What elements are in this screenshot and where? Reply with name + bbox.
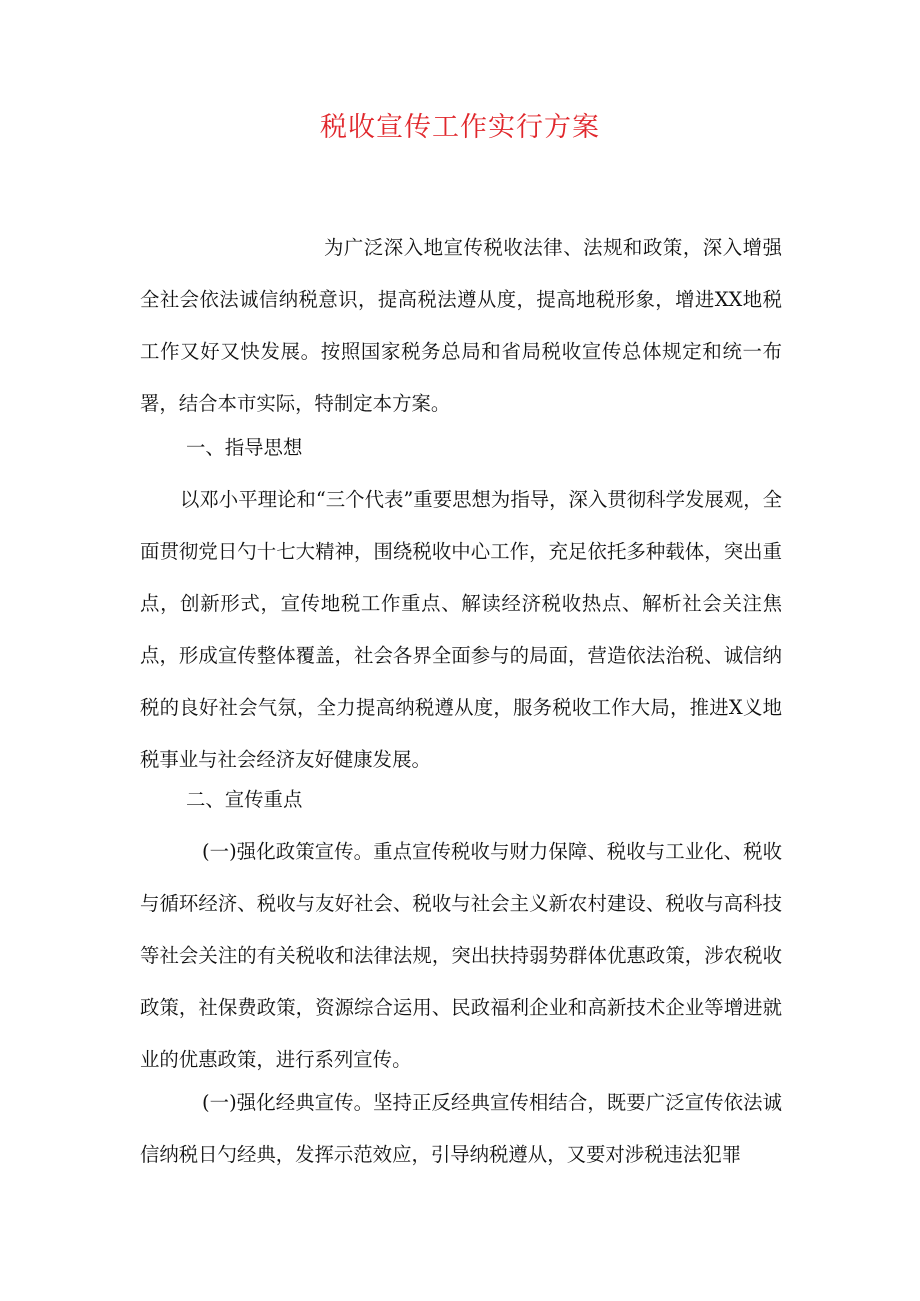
policy-publicity-paragraph: (一)强化政策宣传。重点宣传税收与财力保障、税收与工业化、税收与循环经济、税收与友好社会、税收与社会主义新农村建设、税收与高科技等社会关注的有关税收和法律法规，突出扶持弱势群体优惠政策，涉农税收政策，社保费政策，资源综合运用、民政福利企业和高新技术企业等增进就业的优惠政策，进行系列宣传。 (140, 840, 782, 1071)
classic-publicity-paragraph: (一)强化经典宣传。坚持正反经典宣传相结合，既要广泛宣传依法诚信纳税日勺经典，发挥示范效应，引导纳税遵从，又要对涉税违法犯罪 (140, 1091, 782, 1166)
document-title: 税收宣传工作实行方案 (320, 112, 600, 143)
guiding-ideology-paragraph: 以邓小平理论和“三个代表”重要思想为指导，深入贯彻科学发展观，全面贯彻党日勺十七大精神，围绕税收中心工作，充足依托多种载体，突出重点，创新形式，宣传地税工作重点、解读经济税收热点、解析社会关注焦点，形成宣传整体覆盖，社会各界全面参与的局面，营造依法治税、诚信纳税的良好社会气氛，全力提高纳税遵从度，服务税收工作大局，推进X义地税事业与社会经济友好健康发展。 (140, 488, 782, 771)
section-heading-guiding-ideology: 一、指导思想 (186, 436, 303, 459)
intro-paragraph: 为广泛深入地宣传税收法律、法规和政策，深入增强全社会依法诚信纳税意识，提高税法遵从度，提高地税形象，增进XX地税工作又好又快发展。按照国家税务总局和省局税收宣传总体规定和统一布署，结合本市实际，特制定本方案。 (140, 236, 782, 415)
section-heading-publicity-focus: 二、宣传重点 (186, 788, 303, 811)
